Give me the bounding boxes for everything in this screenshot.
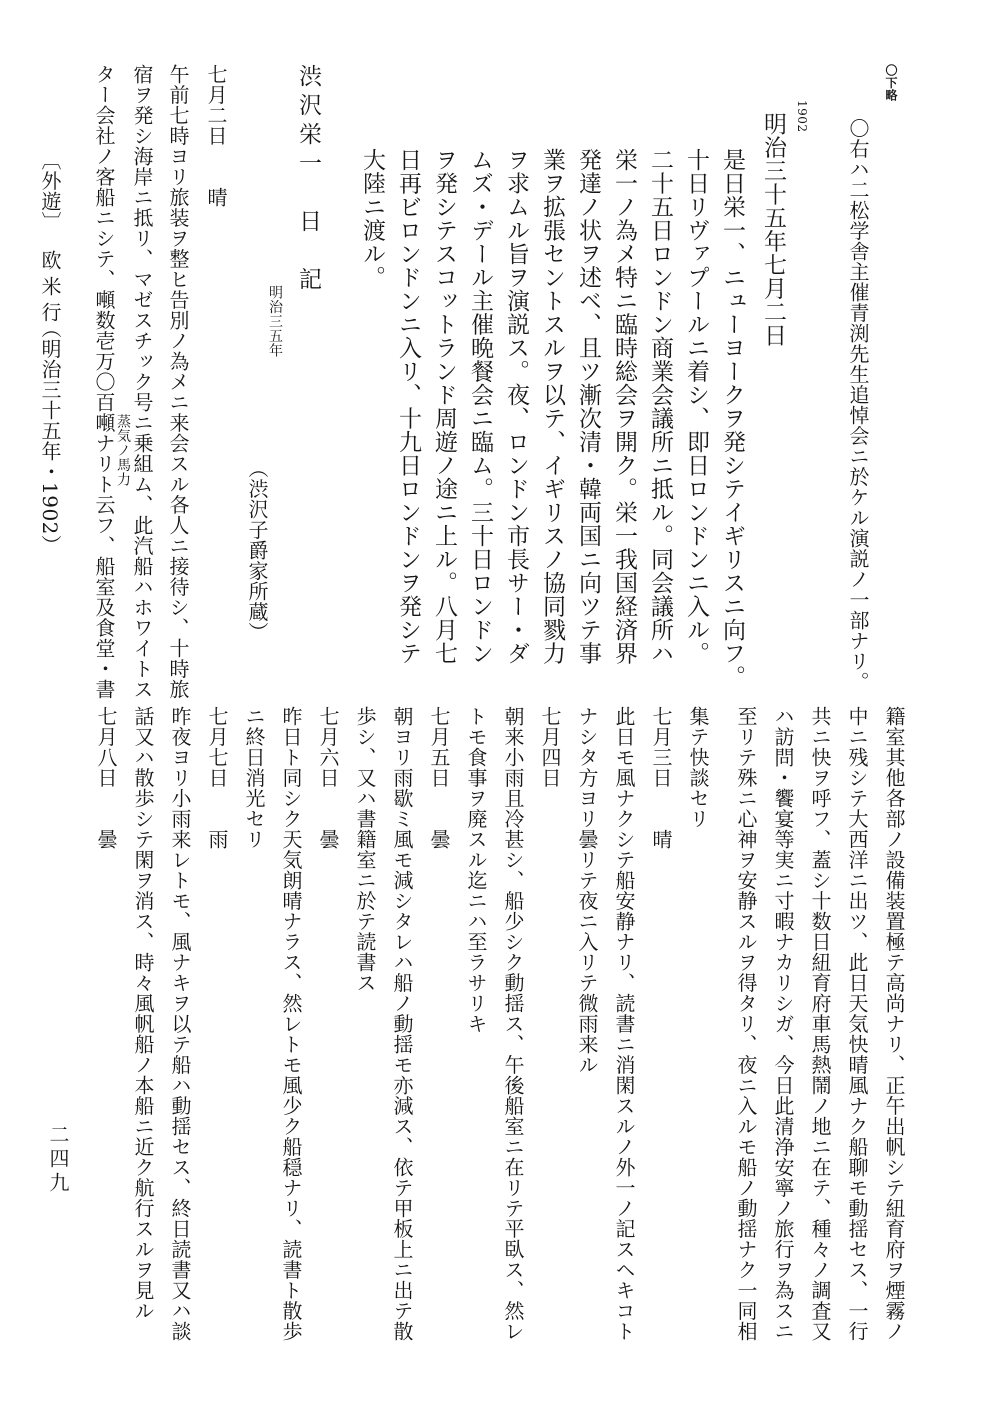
body-line-7: ヲ求ムル旨ヲ演説ス。夜、ロンドン市長サー・ダ [503,148,529,665]
lower-line-15: 歩シ、又ハ書籍室ニ於テ読書ス [353,706,377,993]
lower-line-7: 七月三日 晴 [649,706,673,850]
lower-line-2: 中ニ残シテ大西洋ニ出ツ、此日天気快晴風ナク船聊モ動揺セス、一行 [845,706,869,1342]
lower-line-19: 七月七日 雨 [205,706,229,850]
lower-line-1: 籍室其他各部ノ設備装置極テ高尚ナリ、正午出帆シテ紐育府ヲ煙霧ノ [882,706,906,1342]
source-holder: （渋沢子爵家所蔵） [245,458,269,643]
abbrev-note: 〇下略 [884,64,898,102]
body-line-8: ムズ・デール主催晩餐会ニ臨ム。三十日ロンドン [467,148,493,665]
lower-line-8: 此日モ風ナクシテ船安静ナリ、読書ニ消閑スルノ外一ノ記スヘキコト [612,706,636,1342]
body-line-1: 是日栄一、ニューヨークヲ発シテイギリスニ向フ。 [719,148,745,689]
speech-note: 〇右ハ二松学舎主催青渕先生追悼会ニ於ケル演説ノ一部ナリ。 [846,118,870,692]
body-line-5: 発達ノ状ヲ述ベ、且ツ漸次清・韓両国ニ向ツテ事 [575,148,601,665]
body-line-4: 栄一ノ為メ特ニ臨時総会ヲ開ク。栄一我国経済界 [611,148,637,665]
footer-section: 〔外遊〕 [38,150,62,232]
body-line-2: 十日リヴァプールニ着シ、即日ロンドンニ入ル。 [683,148,709,665]
body-line-9: ヲ発シテスコットランド周遊ノ途ニ上ル。八月七 [431,148,457,665]
lower-line-11: 朝来小雨且冷甚シ、船少シク動揺ス、午後船室ニ在リテ平臥ス、然レ [501,706,525,1342]
source-year: 明治三五年 [267,285,283,358]
lower-line-21: 話又ハ散歩シテ閑ヲ消ス、時々風帆船ノ本船ニ近ク航行スルヲ見ル [131,706,155,1321]
lower-line-6: 集テ快談セリ [686,706,710,829]
lower-line-16: 七月六日 曇 [316,706,340,850]
lower-line-14: 朝ヨリ雨歇ミ風モ減シタレハ船ノ動揺モ亦減ス、依テ甲板上ニ出テ散 [390,706,414,1342]
diary-line-1: 午前七時ヨリ旅装ヲ整ヒ告別ノ為メニ来会スル各人ニ接待シ、十時旅 [166,64,190,700]
diary-line-3: ター会社ノ客船ニシテ、噸数壱万〇百噸ナリト云フ、船室及食堂・書 [92,64,116,700]
body-line-6: 業ヲ拡張セントスルヲ以テ、イギリスノ協同戮力 [539,148,565,665]
lower-line-9: ナシタ方ヨリ曇リテ夜ニ入リテ微雨来ル [575,706,599,1075]
source-title: 渋沢栄一 日 記 [295,64,321,296]
lower-line-4: ハ訪問・饗宴等実ニ寸暇ナカリシガ、今日此清浄安寧ノ旅行ヲ為スニ [771,706,795,1342]
lower-line-10: 七月四日 [538,706,562,788]
lower-line-20: 昨夜ヨリ小雨来レトモ、風ナキヲ以テ船ハ動揺セス、終日読書又ハ談 [168,706,192,1342]
date-heading: 明治三十五年七月二日 [760,112,786,347]
footer-era: （明治三十五年・1902） [38,318,62,556]
lower-line-5: 至リテ殊ニ心神ヲ安静スルヲ得タリ、夜ニ入ルモ船ノ動揺ナク一同相 [734,706,758,1342]
body-line-3: 二十五日ロンドン商業会議所ニ抵ル。同会議所ハ [647,148,673,665]
year-western: 1902 [795,100,809,133]
lower-line-22: 七月八日 曇 [94,706,118,850]
lower-line-3: 共ニ快ヲ呼フ、蓋シ十数日紐育府車馬熱鬧ノ地ニ在テ、種々ノ調査又 [808,706,832,1342]
diary-line-2: 宿ヲ発シ海岸ニ抵リ、マゼスチック号ニ乗組ム、此汽船ハホワイトス [130,64,154,700]
lower-line-12: トモ食事ヲ廃スル迄ニハ至ラサリキ [464,706,488,1034]
diary-date: 七月二日 晴 [204,64,228,208]
body-line-11: 大陸ニ渡ル。 [359,148,385,289]
lower-line-17: 昨日ト同シク天気朗晴ナラス、然レトモ風少ク船穏ナリ、読書ト散歩 [279,706,303,1342]
page-number: 二四九 [46,1124,70,1196]
lower-line-13: 七月五日 曇 [427,706,451,850]
footer-title: 欧米行 [38,250,62,328]
lower-line-18: ニ終日消光セリ [242,706,266,850]
body-line-10: 日再ビロンドンニ入リ、十九日ロンドンヲ発シテ [395,148,421,665]
ruby-note: 蒸気ノ馬力 [115,414,131,487]
